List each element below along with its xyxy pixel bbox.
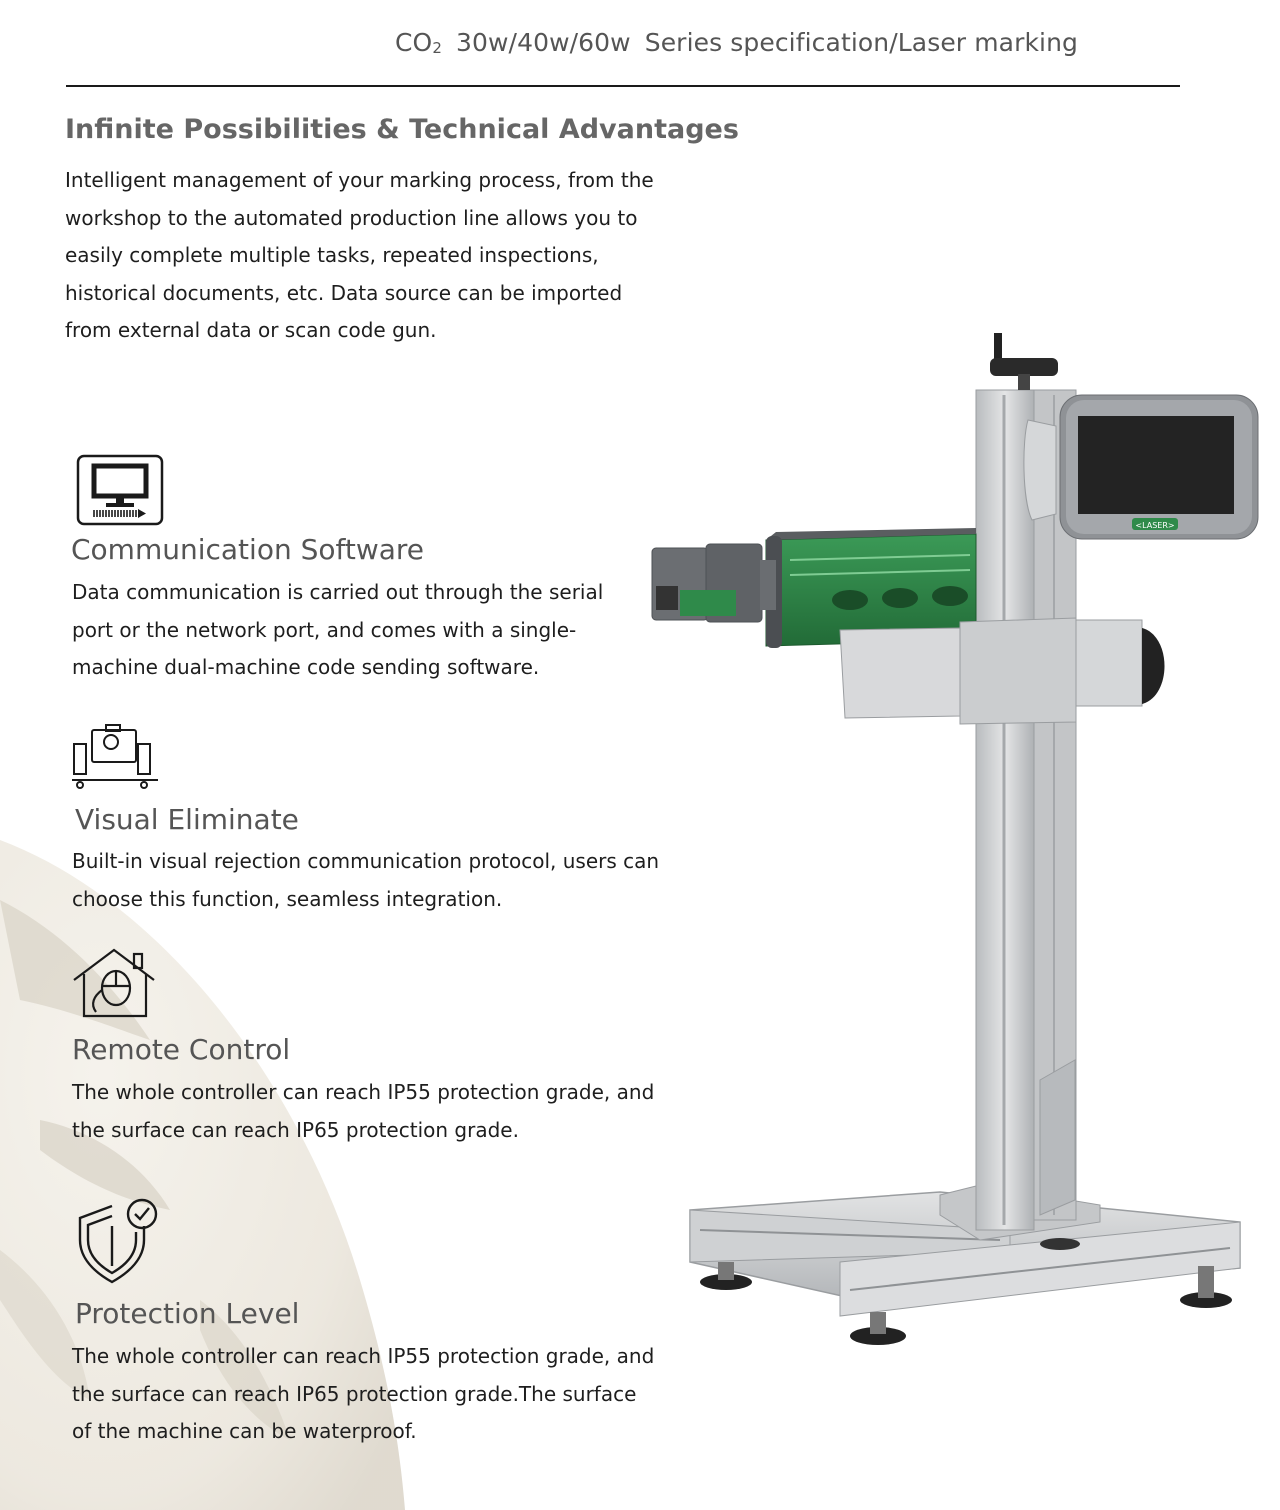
header-models: 30w/40w/60w xyxy=(456,28,631,57)
feature-title: Protection Level xyxy=(75,1297,300,1330)
header-divider xyxy=(66,85,1180,87)
section-title: Infinite Possibilities & Technical Advantages xyxy=(65,114,739,145)
feature-description: The whole controller can reach IP55 protection grade, and the surface can reach IP65 protection grade.The surface of the machine can be waterproof. xyxy=(72,1344,655,1443)
section-intro: Intelligent management of your marking process, from the workshop to the automated production line allows you to easily complete multiple tasks, repeated inspections, historical documents, etc. Data source can be imported from external data or scan code gun. xyxy=(65,168,654,342)
laser-marking-machine-illustration xyxy=(640,325,1280,1355)
shield-check-icon xyxy=(72,1196,162,1286)
series-header xyxy=(395,28,1078,57)
feature-description: The whole controller can reach IP55 protection grade, and the surface can reach IP65 protection grade. xyxy=(72,1080,655,1142)
feature-description: Built-in visual rejection communication protocol, users can choose this function, seamless integration. xyxy=(72,849,660,911)
camera-rejection-icon xyxy=(70,722,160,790)
screen-logo: <LASER> xyxy=(1135,521,1175,530)
header-co-subscript: 2 xyxy=(432,39,442,57)
header-co: CO xyxy=(395,28,433,57)
header-series: Series specification/Laser marking xyxy=(644,28,1079,57)
feature-description: Data communication is carried out through the serial port or the network port, and comes with a single-machine dual-machine code sending software. xyxy=(72,580,604,679)
feature-title: Communication Software xyxy=(71,533,425,566)
feature-title: Remote Control xyxy=(72,1033,291,1066)
feature-title: Visual Eliminate xyxy=(75,803,299,836)
computer-monitor-icon xyxy=(76,454,164,526)
house-mouse-icon xyxy=(72,946,158,1020)
